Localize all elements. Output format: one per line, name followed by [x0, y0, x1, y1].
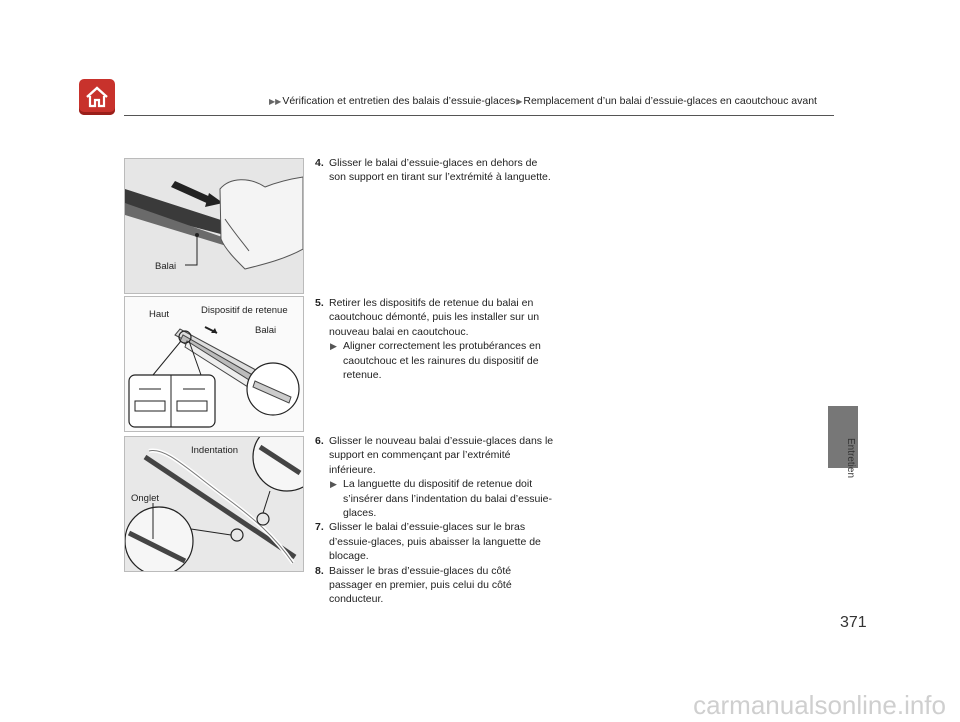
step-5 [315, 296, 555, 339]
label-blade: Balai [255, 325, 277, 336]
step-block-6-8 [315, 434, 555, 607]
step-block-5 [315, 296, 555, 382]
step-6-note [315, 477, 555, 520]
step-text: Glisser le nouveau balai d’essuie-glaces dans le support en commençant par l’extrémité inférieure. [329, 435, 554, 476]
breadcrumb-current: Remplacement d’un balai d’essuie-glaces en caoutchouc avant [523, 95, 817, 107]
step-5-note [315, 339, 555, 382]
figure-insert-blade [124, 436, 304, 572]
label-top: Haut [149, 309, 170, 320]
header-divider [124, 115, 834, 116]
label-retainer: Dispositif de retenue [201, 305, 288, 316]
label-blade: Balai [155, 261, 177, 272]
chevron-right-icon: ▶▶ [269, 97, 282, 106]
chevron-right-icon: ▶ [516, 97, 523, 106]
wiper-blade-illustration [125, 159, 303, 293]
section-tab-label: Entretien [845, 438, 856, 479]
step-number: 4. [315, 157, 324, 169]
note-text: La languette du dispositif de retenue doit s’insérer dans l’indentation du balai d’essuie-glaces. [343, 478, 552, 520]
home-icon [84, 84, 110, 110]
breadcrumb [268, 95, 817, 107]
figure-retainer [124, 296, 304, 432]
watermark: carmanualsonline.info [693, 690, 946, 720]
page-number: 371 [840, 614, 867, 631]
step-text: Glisser le balai d’essuie-glaces sur le bras d’essuie-glaces, puis abaisser la languette de blocage. [329, 521, 541, 563]
label-indentation: Indentation [191, 445, 239, 456]
step-number: 7. [315, 521, 324, 534]
step-block-4 [315, 156, 555, 185]
home-button[interactable] [79, 79, 115, 115]
step-text: Glisser le balai d’essuie-glaces en dehors de son support en tirant sur l’extrémité à languette. [329, 157, 551, 184]
step-6 [315, 434, 555, 477]
step-8 [315, 564, 555, 607]
figure-pull-blade [124, 158, 304, 294]
step-text: Baisser le bras d’essuie-glaces du côté passager en premier, puis celui du côté conducteur. [329, 564, 512, 606]
label-tab: Onglet [131, 493, 159, 504]
step-7 [315, 520, 555, 563]
step-number: 6. [315, 435, 324, 447]
note-text: Aligner correctement les protubérances en caoutchouc et les rainures du dispositif de retenue. [343, 340, 541, 382]
note-arrow-icon: ▶ [330, 479, 337, 490]
breadcrumb-link-wiper-care[interactable]: Vérification et entretien des balais d’essuie-glaces [282, 95, 516, 107]
step-number: 5. [315, 297, 324, 309]
step-text: Retirer les dispositifs de retenue du balai en caoutchouc démonté, puis les installer sur un nouveau balai en caoutchouc. [329, 297, 540, 338]
step-number: 8. [315, 564, 324, 577]
new-blade-illustration [125, 437, 303, 571]
step-4 [315, 156, 555, 185]
note-arrow-icon: ▶ [330, 341, 337, 352]
